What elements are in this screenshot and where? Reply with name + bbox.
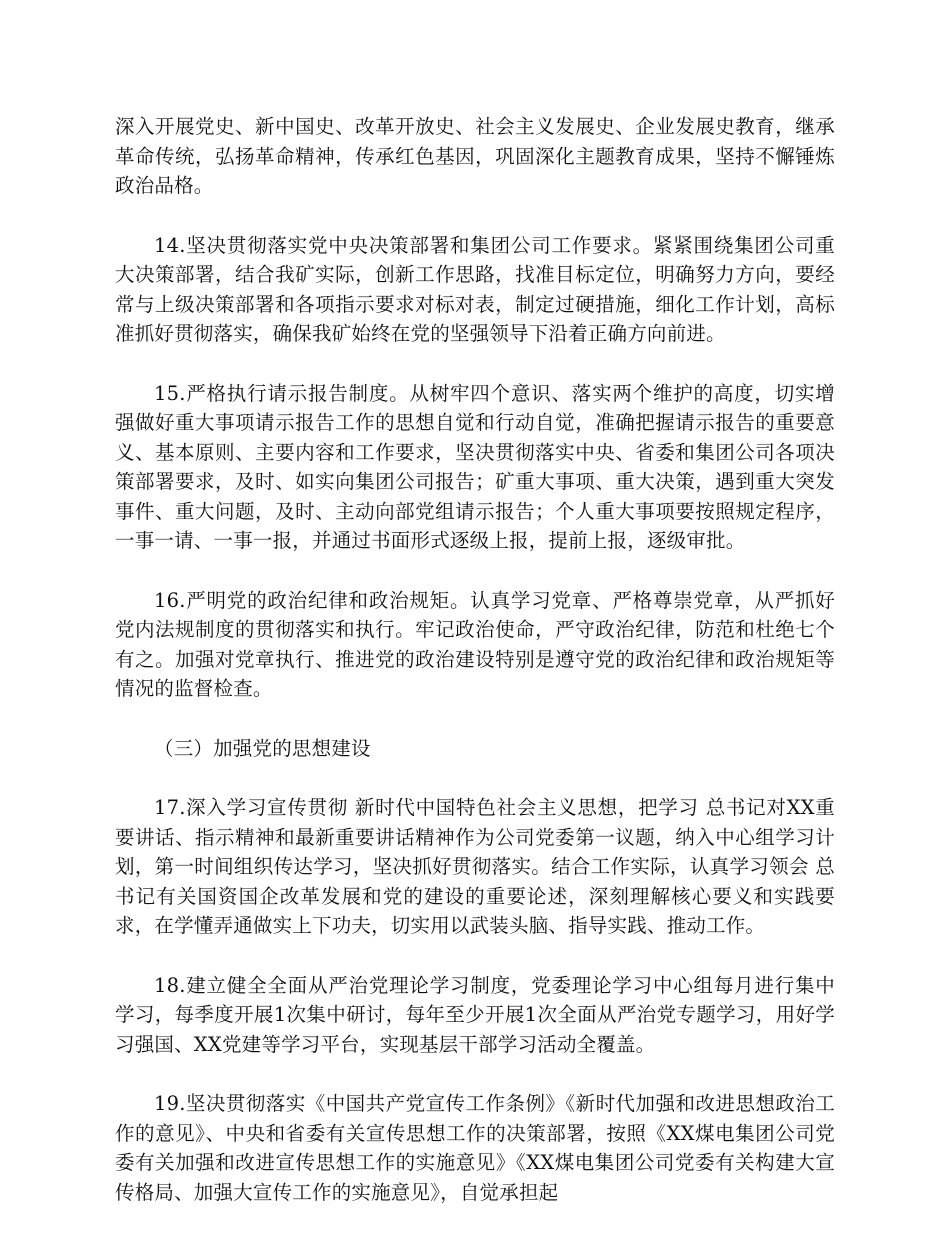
section-heading: （三）加强党的思想建设 bbox=[154, 736, 371, 760]
paragraph-16: 16.严明党的政治纪律和政治规矩。认真学习党章、严格尊崇党章，从严抓好党内法规制度的贯彻落实和执行。牢记政治使命，严守政治纪律，防范和杜绝七个有之。加强对党章执行、推进党的政治建设特别是遵守党的政治纪律和政治规矩等情况的监督检查。 bbox=[115, 588, 835, 700]
document-page bbox=[115, 112, 835, 1237]
paragraph-continued: 深入开展党史、新中国史、改革开放史、社会主义发展史、企业发展史教育，继承革命传统，弘扬革命精神，传承红色基因，巩固深化主题教育成果，坚持不懈锤炼政治品格。 bbox=[115, 115, 835, 197]
paragraph-17: 17.深入学习宣传贯彻 新时代中国特色社会主义思想，把学习 总书记对XX重要讲话、指示精神和最新重要讲话精神作为公司党委第一议题，纳入中心组学习计划，第一时间组织传达学习，坚决抓好贯彻落实。结合工作实际，认真学习领会 总书记有关国资国企改革发展和党的建设的重要论述，深刻理解核心要义和实践要求，在学懂弄通做实上下功夫，切实用以武装头脑、指导实践、推动工作。 bbox=[115, 796, 835, 937]
paragraph-15: 15.严格执行请示报告制度。从树牢四个意识、落实两个维护的高度，切实增强做好重大事项请示报告工作的思想自觉和行动自觉，准确把握请示报告的重要意义、基本原则、主要内容和工作要求，坚决贯彻落实中央、省委和集团公司各项决策部署要求，及时、如实向集团公司报告；矿重大事项、重大决策，遇到重大突发事件、重大问题，及时、主动向部党组请示报告；个人重大事项要按照规定程序，一事一请、一事一报，并通过书面形式逐级上报，提前上报，逐级审批。 bbox=[115, 381, 835, 552]
paragraph-14: 14.坚决贯彻落实党中央决策部署和集团公司工作要求。紧紧围绕集团公司重大决策部署，结合我矿实际，创新工作思路，找准目标定位，明确努力方向，要经常与上级决策部署和各项指示要求对标对表，制定过硬措施，细化工作计划，高标准抓好贯彻落实，确保我矿始终在党的坚强领导下沿着正确方向前进。 bbox=[115, 233, 835, 345]
paragraph-18: 18.建立健全全面从严治党理论学习制度，党委理论学习中心组每月进行集中学习，每季度开展1次集中研讨，每年至少开展1次全面从严治党专题学习，用好学习强国、XX党建等学习平台，实现基层干部学习活动全覆盖。 bbox=[115, 973, 835, 1056]
paragraph-19: 19.坚决贯彻落实《中国共产党宣传工作条例》《新时代加强和改进思想政治工作的意见》、中央和省委有关宣传思想工作的决策部署，按照《XX煤电集团公司党委有关加强和改进宣传思想工作的实施意见》《XX煤电集团公司党委有关构建大宣传格局、加强大宣传工作的实施意见》，自觉承担起 bbox=[115, 1092, 835, 1204]
